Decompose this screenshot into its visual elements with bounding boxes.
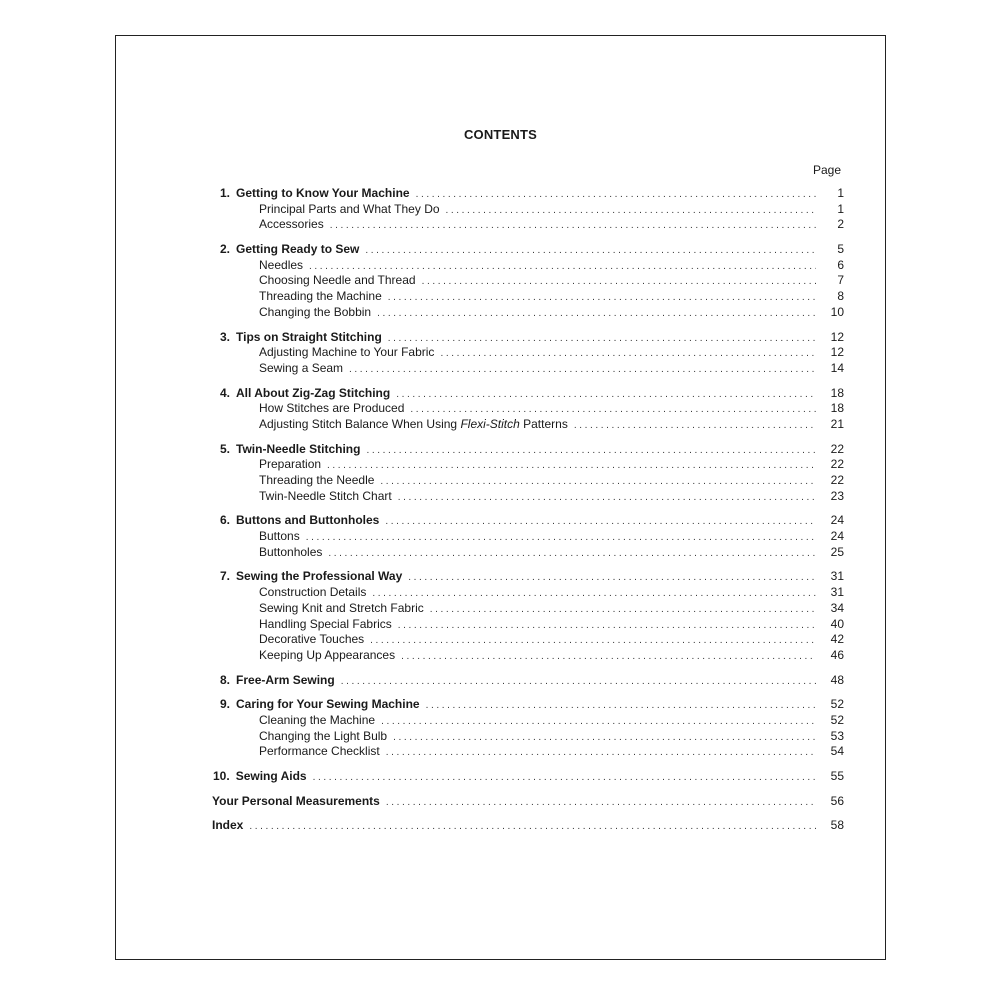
toc-entry[interactable] [220, 545, 844, 561]
page-number: 1 [837, 186, 844, 200]
leader-dots [372, 586, 816, 602]
toc-entry[interactable] [220, 401, 844, 417]
toc-entry[interactable] [220, 345, 844, 361]
entry-title: Choosing Needle and Thread [259, 273, 416, 288]
toc-entry[interactable] [220, 529, 844, 545]
chapter-title: Twin-Needle Stitching [236, 441, 361, 456]
entry-title-italic: Flexi-Stitch [460, 416, 520, 431]
toc-entry[interactable] [220, 242, 844, 258]
chapter-title: Free-Arm Sewing [236, 672, 335, 687]
page-number: 52 [830, 697, 844, 712]
chapter-number: 9. [220, 697, 231, 712]
toc-entry[interactable] [220, 361, 844, 377]
page-number: 24 [830, 513, 844, 528]
toc-entry[interactable] [220, 258, 844, 274]
page-number: 42 [830, 632, 844, 647]
toc-entry[interactable] [220, 417, 844, 433]
toc-entry[interactable] [220, 648, 844, 664]
entry-title-part: Adjusting Stitch Balance When Using [259, 416, 461, 431]
page-number: 7 [837, 273, 844, 288]
page-title: CONTENTS [463, 127, 538, 142]
toc-chapter-5 [220, 442, 844, 505]
toc-entry[interactable] [220, 202, 844, 218]
page-number: 8 [837, 289, 844, 304]
leader-dots [349, 362, 816, 378]
leader-dots [388, 290, 816, 306]
entry-title: Sewing a Seam [259, 360, 344, 375]
entry-title: Threading the Machine [259, 289, 382, 304]
entry-title: Construction Details [259, 585, 367, 600]
page-number: 21 [830, 416, 844, 431]
page-number: 55 [830, 769, 844, 783]
chapter-number: 1. [220, 186, 231, 200]
entry-title: Buttons [259, 529, 300, 544]
leader-dots [426, 698, 816, 714]
entry-title: Changing the Bobbin [259, 304, 372, 319]
entry-title: Threading the Needle [259, 473, 375, 487]
entry-title-part: Patterns [519, 416, 568, 431]
leader-dots [393, 730, 816, 746]
leader-dots [422, 274, 816, 290]
leader-dots [249, 819, 816, 835]
toc-entry[interactable] [220, 744, 844, 760]
leader-dots [416, 187, 816, 203]
toc-entry[interactable] [220, 289, 844, 305]
chapter-title: Getting to Know Your Machine [236, 186, 410, 200]
entry-title: Decorative Touches [259, 632, 365, 647]
entry-title: Keeping Up Appearances [259, 647, 396, 662]
entry-title: How Stitches are Produced [259, 401, 405, 416]
page-number: 12 [830, 329, 844, 344]
toc-entry[interactable] [220, 569, 844, 585]
page-number: 58 [830, 818, 844, 833]
entry-title: Adjusting Machine to Your Fabric [259, 345, 435, 360]
toc-chapter-4 [220, 386, 844, 433]
toc-entry[interactable] [220, 457, 844, 473]
page-number: 18 [830, 385, 844, 400]
page-number: 2 [837, 217, 844, 232]
chapter-number: 2. [220, 242, 231, 257]
chapter-number: 7. [220, 569, 231, 584]
page-number: 23 [830, 488, 844, 503]
page-number: 46 [830, 647, 844, 662]
entry-title: Principal Parts and What They Do [259, 201, 440, 216]
leader-dots [309, 259, 816, 275]
chapter-number: 10. [213, 769, 230, 783]
leader-dots [388, 331, 816, 347]
page-number: 12 [830, 345, 844, 360]
toc-extra-measurements [212, 794, 844, 810]
entry-title: Accessories [259, 217, 324, 232]
chapter-number: 5. [220, 441, 231, 456]
page-number: 54 [830, 744, 844, 759]
entry-title: Sewing Knit and Stretch Fabric [259, 600, 424, 615]
entry-title: Cleaning the Machine [259, 712, 376, 727]
chapter-title: Caring for Your Sewing Machine [236, 697, 420, 712]
chapter-number: 8. [220, 672, 231, 687]
leader-dots [330, 218, 816, 234]
page-number: 1 [837, 201, 844, 216]
document-page [115, 35, 886, 960]
toc-entry[interactable] [220, 442, 844, 458]
leader-dots [306, 530, 816, 546]
page-number: 40 [830, 616, 844, 631]
leader-dots [410, 402, 816, 418]
page-number: 25 [830, 544, 844, 559]
page-number: 22 [830, 473, 844, 487]
toc-entry[interactable] [212, 818, 844, 834]
leader-dots [341, 674, 816, 690]
leader-dots [408, 570, 816, 586]
entry-title: Twin-Needle Stitch Chart [259, 488, 392, 503]
toc-entry[interactable] [220, 673, 844, 689]
toc-entry[interactable] [220, 632, 844, 648]
table-of-contents [212, 186, 844, 843]
leader-dots [446, 203, 816, 219]
toc-entry[interactable] [220, 617, 844, 633]
toc-chapter-6 [220, 513, 844, 560]
leader-dots [327, 458, 816, 474]
leader-dots [328, 546, 816, 562]
toc-chapter-1 [220, 186, 844, 233]
toc-chapter-8 [220, 673, 844, 689]
toc-entry[interactable] [220, 729, 844, 745]
page-number: 34 [830, 600, 844, 615]
entry-title: Preparation [259, 457, 322, 472]
toc-entry[interactable] [220, 713, 844, 729]
page-number: 48 [830, 672, 844, 687]
page-number: 18 [830, 401, 844, 416]
page-number: 52 [830, 712, 844, 727]
leader-dots [398, 490, 816, 506]
entry-title: Needles [259, 257, 304, 272]
toc-entry[interactable] [220, 217, 844, 233]
entry-title: Changing the Light Bulb [259, 728, 388, 743]
page-number: 6 [837, 257, 844, 272]
leader-dots [377, 306, 816, 322]
leader-dots [430, 602, 816, 618]
toc-chapter-3 [220, 330, 844, 377]
leader-dots [401, 649, 816, 665]
entry-title: Handling Special Fabrics [259, 616, 392, 631]
page-number: 53 [830, 728, 844, 743]
toc-chapter-9 [220, 697, 844, 760]
leader-dots [440, 346, 816, 362]
toc-entry[interactable] [220, 601, 844, 617]
toc-entry[interactable] [220, 273, 844, 289]
page-number: 22 [830, 457, 844, 472]
toc-entry[interactable] [220, 513, 844, 529]
page-column-header: Page [812, 163, 841, 177]
toc-entry[interactable] [220, 186, 844, 202]
page-number: 24 [830, 529, 844, 544]
leader-dots [365, 243, 816, 259]
page-number: 31 [830, 569, 844, 584]
chapter-title: Tips on Straight Stitching [236, 329, 382, 344]
toc-entry[interactable] [220, 585, 844, 601]
toc-chapter-7 [220, 569, 844, 663]
leader-dots [398, 618, 816, 634]
leader-dots [381, 714, 816, 730]
chapter-number: 4. [220, 385, 231, 400]
chapter-title: Sewing Aids [235, 769, 307, 783]
chapter-title: Your Personal Measurements [212, 793, 380, 808]
leader-dots [385, 514, 816, 530]
chapter-number: 3. [220, 329, 231, 344]
toc-entry[interactable] [220, 697, 844, 713]
leader-dots [313, 770, 816, 786]
page-number: 5 [837, 242, 844, 257]
toc-extra-index [212, 818, 844, 834]
leader-dots [380, 474, 816, 490]
toc-chapter-10 [213, 769, 844, 785]
entry-title: Buttonholes [259, 544, 323, 559]
toc-entry[interactable] [220, 386, 844, 402]
page-number: 31 [830, 585, 844, 600]
leader-dots [574, 418, 816, 434]
leader-dots [366, 443, 816, 459]
chapter-number: 6. [220, 513, 231, 528]
page-number: 14 [830, 360, 844, 375]
toc-entry[interactable] [220, 330, 844, 346]
page-number: 56 [830, 793, 844, 808]
toc-entry[interactable] [212, 794, 844, 810]
page-number: 10 [830, 304, 844, 319]
chapter-title: Buttons and Buttonholes [236, 513, 380, 528]
leader-dots [386, 795, 816, 811]
chapter-title: Getting Ready to Sew [236, 242, 360, 257]
leader-dots [386, 745, 816, 761]
toc-chapter-2 [220, 242, 844, 320]
chapter-title: Sewing the Professional Way [236, 569, 403, 584]
chapter-title: Index [212, 818, 244, 833]
entry-title [259, 417, 568, 433]
toc-entry[interactable] [220, 305, 844, 321]
entry-title: Performance Checklist [259, 744, 380, 759]
chapter-title: All About Zig-Zag Stitching [236, 385, 391, 400]
leader-dots [396, 387, 816, 403]
page-number: 22 [830, 441, 844, 456]
toc-entry[interactable] [220, 489, 844, 505]
leader-dots [370, 633, 816, 649]
toc-entry[interactable] [213, 769, 844, 785]
toc-entry[interactable] [220, 473, 844, 489]
